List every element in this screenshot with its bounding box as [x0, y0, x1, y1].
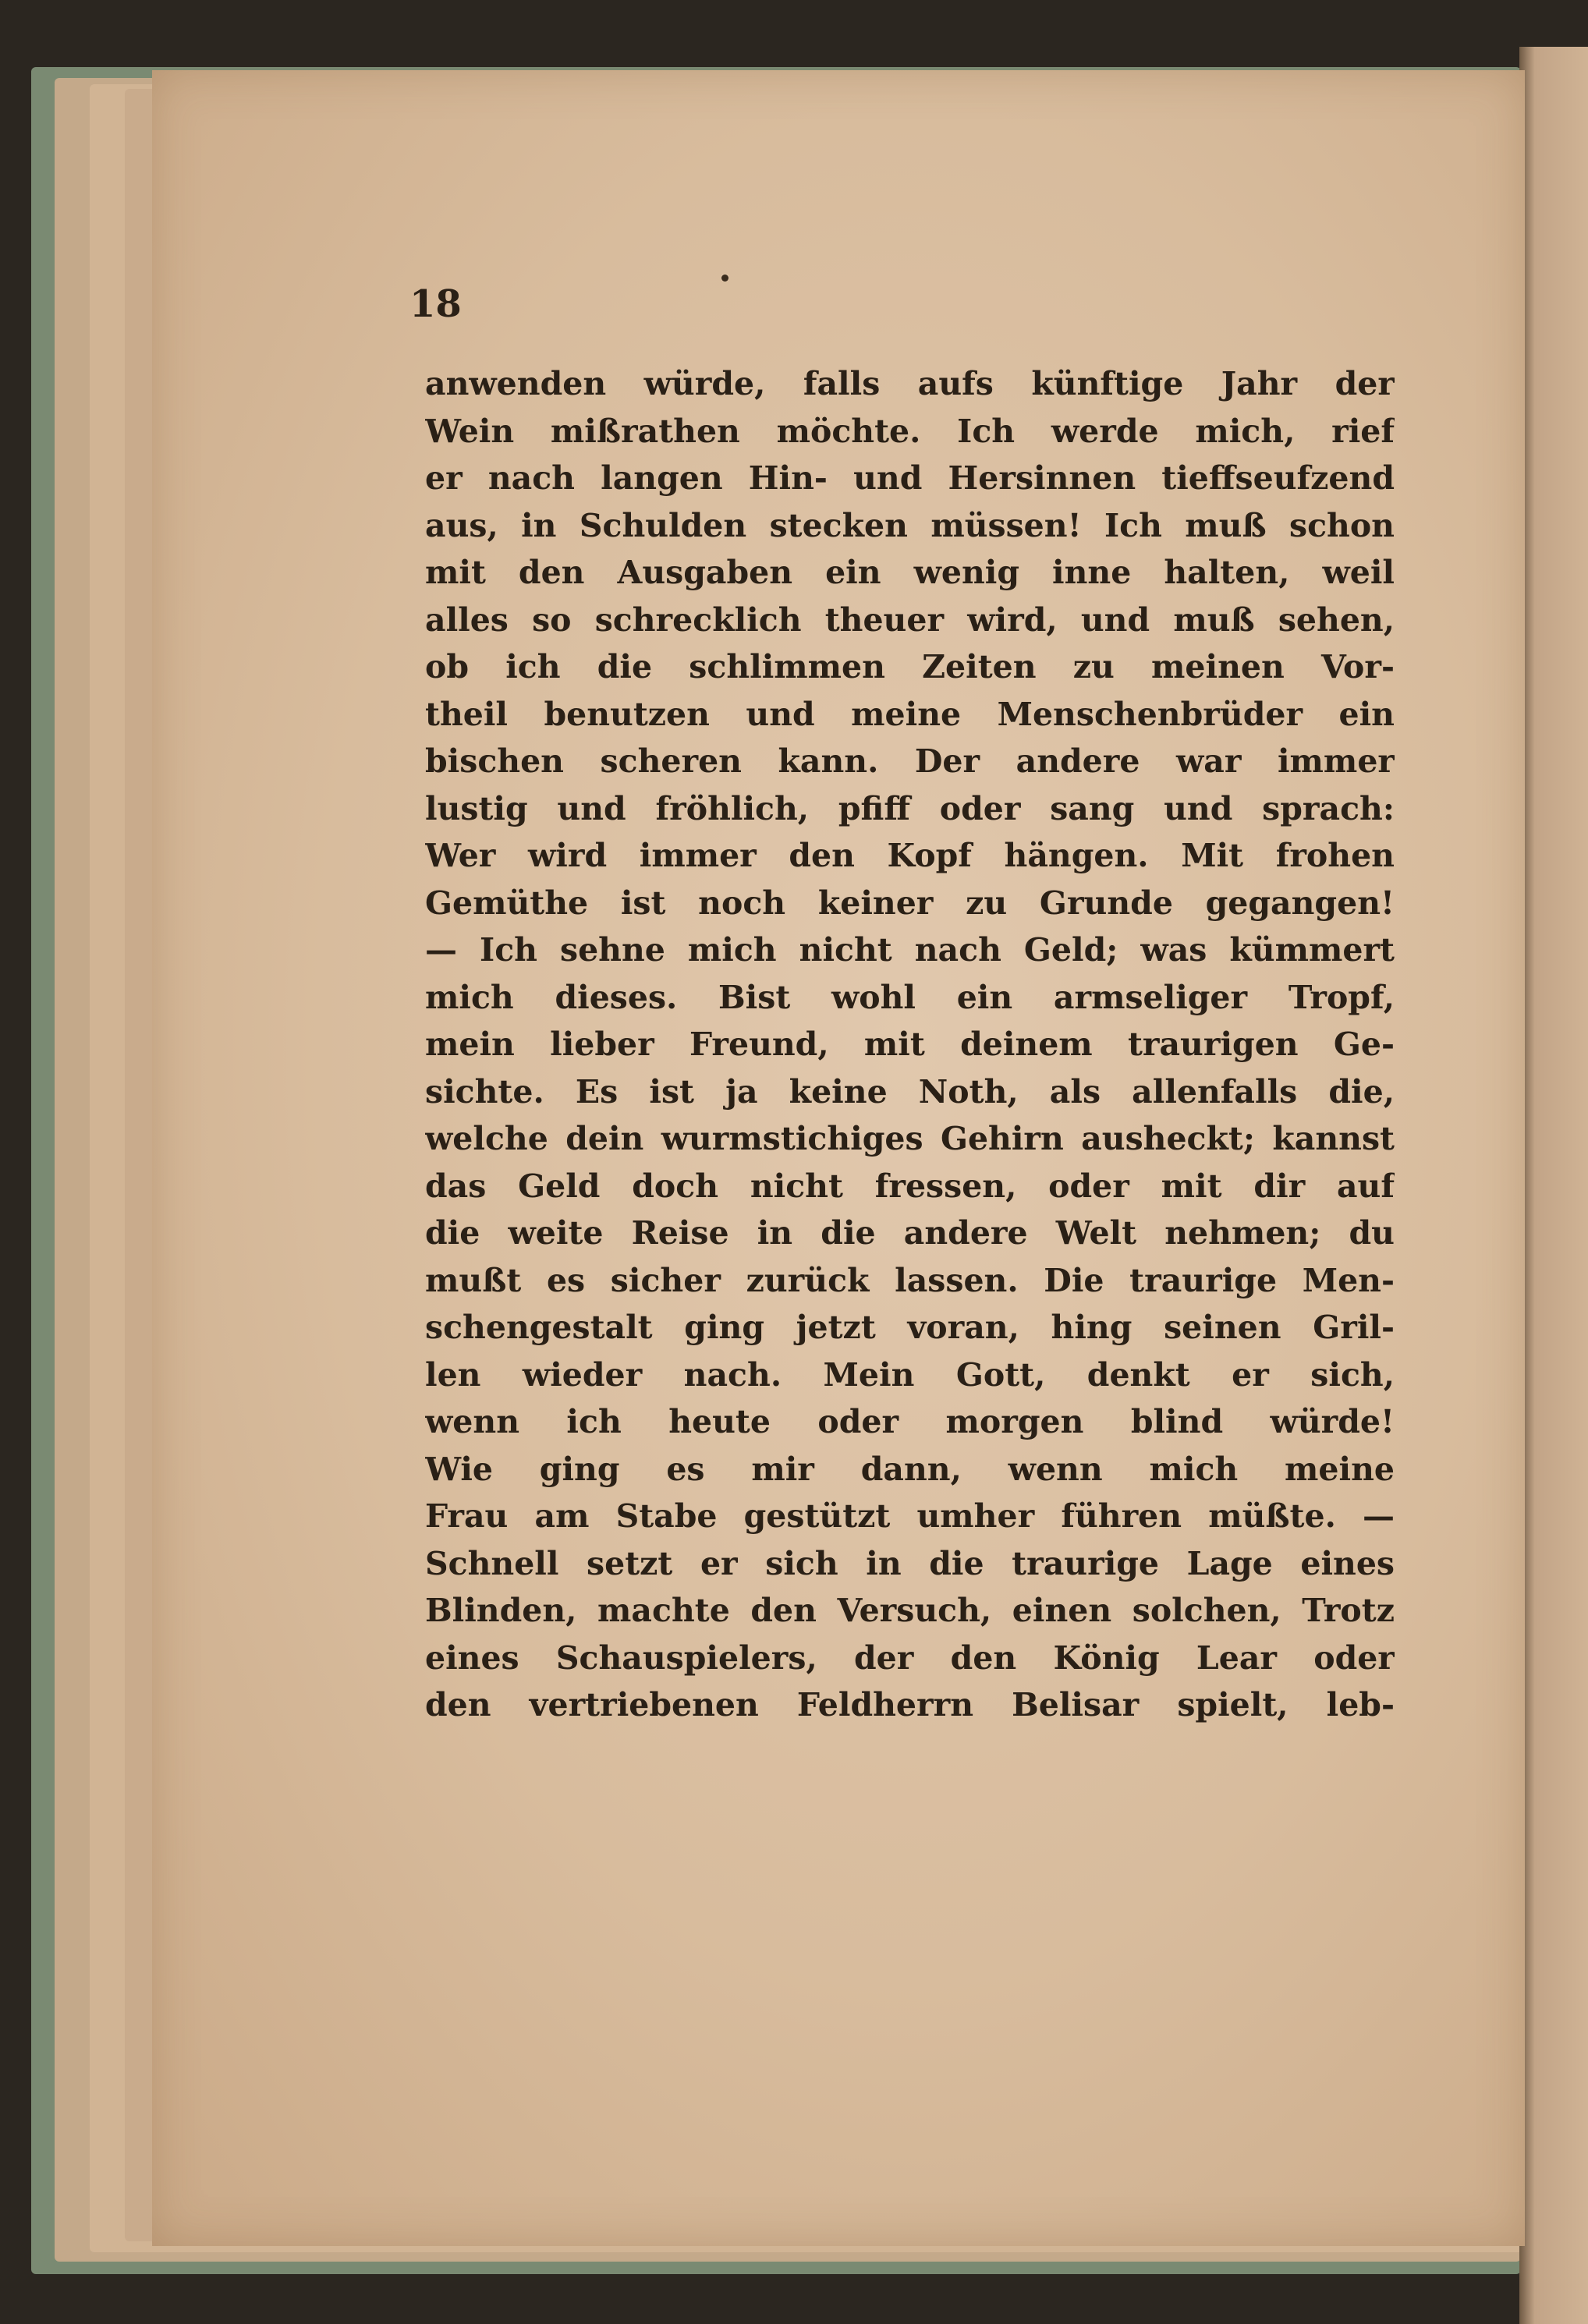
text-line: alles so schrecklich theuer wird, und muß sehen, [425, 600, 1395, 639]
text-line: schengestalt ging jetzt voran, hing seinen Gril- [425, 1309, 1395, 1346]
ink-speck [721, 275, 728, 282]
body-text [425, 360, 1395, 1729]
text-line: wenn ich heute oder morgen blind würde! [425, 1403, 1395, 1440]
text-line: welche dein wurmstichiges Gehirn ausheckt; kannst [425, 1120, 1395, 1157]
text-line: aus, in Schulden stecken müssen! Ich muß schon [425, 506, 1395, 544]
text-line: ob ich die schlimmen Zeiten zu meinen Vor- [425, 648, 1395, 686]
page-number: 18 [409, 282, 462, 326]
text-line: Frau am Stabe gestützt umher führen müßte. — [425, 1497, 1395, 1535]
text-line: mußt es sicher zurück lassen. Die traurige Men- [425, 1261, 1395, 1299]
text-line: Gemüthe ist noch keiner zu Grunde gegangen! [425, 884, 1395, 922]
text-line: mit den Ausgaben ein wenig inne halten, weil [425, 554, 1395, 591]
text-line: lustig und fröhlich, pfiff oder sang und sprach: [425, 789, 1395, 827]
text-line: Wein mißrathen möchte. Ich werde mich, rief [425, 412, 1395, 450]
text-line: das Geld doch nicht fressen, oder mit dir auf [425, 1167, 1395, 1205]
text-line: die weite Reise in die andere Welt nehmen; du [425, 1214, 1395, 1252]
text-line: Wer wird immer den Kopf hängen. Mit frohen [425, 837, 1395, 874]
text-line: mich dieses. Bist wohl ein armseliger Tropf, [425, 978, 1395, 1016]
facing-page-edge [1519, 47, 1588, 2324]
text-line: theil benutzen und meine Menschenbrüder ein [425, 695, 1395, 733]
text-line: Schnell setzt er sich in die traurige Lage eines [425, 1544, 1395, 1582]
text-line: den vertriebenen Feldherrn Belisar spielt, leb- [425, 1686, 1395, 1724]
text-line: anwenden würde, falls aufs künftige Jahr der [425, 365, 1395, 402]
text-line: mein lieber Freund, mit deinem traurigen Ge- [425, 1026, 1395, 1063]
text-line: — Ich sehne mich nicht nach Geld; was kümmert [425, 931, 1395, 969]
text-line: eines Schauspielers, der den König Lear oder [425, 1638, 1395, 1677]
text-line: er nach langen Hin- und Hersinnen tieffseufzend [425, 459, 1395, 497]
text-line: sichte. Es ist ja keine Noth, als allenfalls die, [425, 1072, 1395, 1111]
text-line: bischen scheren kann. Der andere war immer [425, 742, 1395, 780]
text-line: Blinden, machte den Versuch, einen solchen, Trotz [425, 1592, 1395, 1629]
text-line: len wieder nach. Mein Gott, denkt er sich, [425, 1355, 1395, 1394]
text-line: Wie ging es mir dann, wenn mich meine [425, 1450, 1395, 1488]
